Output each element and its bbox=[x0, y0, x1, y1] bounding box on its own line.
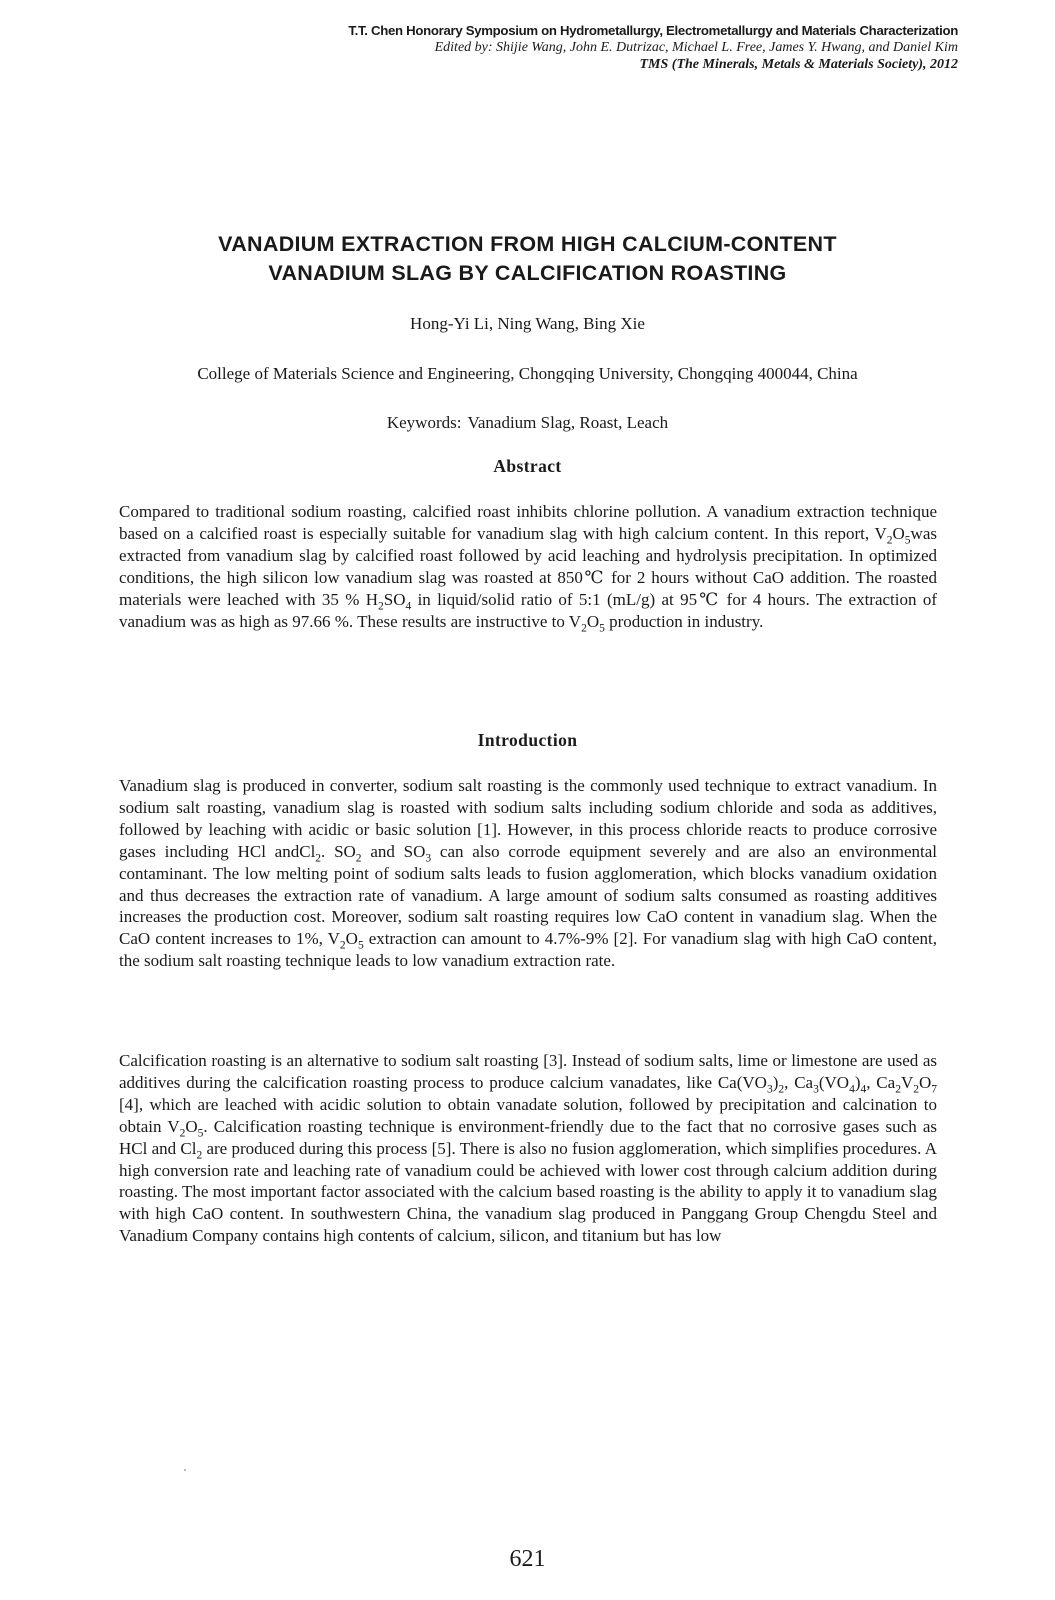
running-header bbox=[0, 22, 1055, 73]
abstract-text: Compared to traditional sodium roasting, calcified roast inhibits chlorine pollution. A vanadium extraction technique based on a calcified roast is especially suitable for vanadium slag with high calcium content. In this report, $V_2O_5was$ extracted from vanadium slag by calcified roast followed by acid leaching and hydrolysis precipitation. In optimized conditions, the high silicon low vanadium slag was roasted at 850℃ for 2 hours without CaO addition. The roasted materials were leached with 35 % $H_2SO_4$ in liquid/solid ratio of 5:1 (mL/g) at 95℃ for 4 hours. The extraction of vanadium was as high as 97.66 %. These results are instructive to $V_2O_5$ production in industry. bbox=[119, 502, 937, 634]
publisher-line: TMS (The Minerals, Metals & Materials Society), 2012 bbox=[639, 57, 958, 72]
page-number: 621 bbox=[509, 1546, 546, 1572]
title-line-1: VANADIUM EXTRACTION FROM HIGH CALCIUM-CONTENT bbox=[218, 232, 837, 256]
keywords-value: Vanadium Slag, Roast, Leach bbox=[467, 413, 669, 432]
editors-line: Edited by: Shijie Wang, John E. Dutrizac, Michael L. Free, James Y. Hwang, and Daniel Kim bbox=[434, 40, 958, 55]
symposium-title: T.T. Chen Honorary Symposium on Hydrometallurgy, Electrometallurgy and Materials Characterization bbox=[348, 23, 958, 38]
abstract-heading: Abstract bbox=[493, 456, 562, 476]
intro-paragraph-1: Vanadium slag is produced in converter, sodium salt roasting is the commonly used technique to extract vanadium. In sodium salt roasting, vanadium slag is roasted with sodium salts including sodium chloride and soda as additives, followed by leaching with acidic or basic solution [1]. However, in this process chloride reacts to produce corrosive gases including HCl andCl$_2$. $SO_2$ and $SO_3$ can also corrode equipment severely and are also an environmental contaminant. The low melting point of sodium salts leads to fusion agglomeration, which blocks vanadium oxidation and thus decreases the extraction rate of vanadium. A large amount of sodium salts consumed as roasting additives increases the production cost. Moreover, sodium salt roasting requires low CaO content in vanadium slag. When the CaO content increases to 1%, $V_2O_5$ extraction can amount to 4.7%-9% [2]. For vanadium slag with high CaO content, the sodium salt roasting technique leads to low vanadium extraction rate. bbox=[119, 776, 938, 971]
intro-paragraph-2: Calcification roasting is an alternative to sodium salt roasting [3]. Instead of sodium salts, lime or limestone are used as additives during the calcification roasting process to produce calcium vanadates, like $Ca(VO_3)_2$, $Ca_3(VO_4)_4$, $Ca_2V_2O_7$ [4], which are leached with acidic solution to obtain vanadate solution, followed by precipitation and calcination to obtain $V_2O_5$. Calcification roasting technique is environment-friendly due to the fact that no corrosive gases such as HCl and $Cl_2$ are produced during this process [5]. There is also no fusion agglomeration, which simplifies procedures. A high conversion rate and leaching rate of vanadium could be achieved with lower cost through calcium addition during roasting. The most important factor associated with the calcium based roasting is the ability to apply it to vanadium slag with high CaO content. In southwestern China, the vanadium slag produced in Panggang Group Chengdu Steel and Vanadium Company contains high contents of calcium, silicon, and titanium but has low bbox=[119, 1051, 938, 1246]
title-line-2: VANADIUM SLAG BY CALCIFICATION ROASTING bbox=[268, 261, 787, 285]
introduction-heading: Introduction bbox=[477, 730, 578, 750]
authors: Hong-Yi Li, Ning Wang, Bing Xie bbox=[410, 314, 645, 333]
keywords-label: Keywords: bbox=[386, 413, 462, 432]
keywords bbox=[0, 413, 1055, 433]
affiliation: College of Materials Science and Engineering, Chongqing University, Chongqing 400044, China bbox=[197, 364, 858, 383]
paper-title bbox=[0, 230, 1055, 288]
scan-speck bbox=[184, 1469, 186, 1471]
